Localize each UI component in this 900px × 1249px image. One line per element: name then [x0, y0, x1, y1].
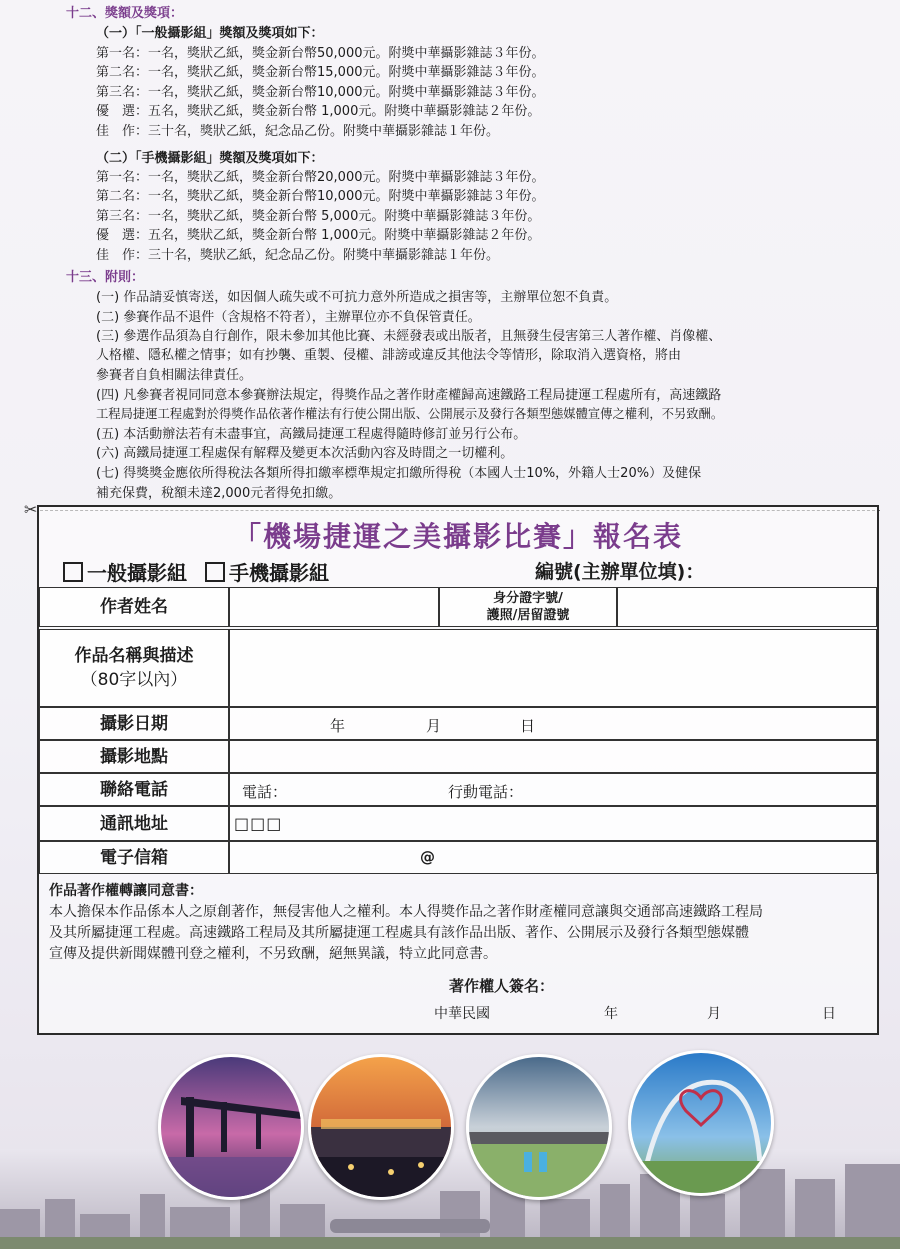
- work-title-field[interactable]: [229, 629, 877, 707]
- id-label-line2: 護照/居留證號: [486, 608, 570, 623]
- consent-line: 本人擔保本作品係本人之原創著作，無侵害他人之權利。本人得獎作品之著作財產權同意讓與交通部高速鐵路工程局: [49, 904, 763, 920]
- prize-line: 第二名：一名，獎狀乙紙，獎金新台幣10,000元。附獎中華攝影雜誌３年份。: [96, 189, 545, 204]
- phone-label: 聯絡電話: [39, 773, 229, 806]
- mobile-group-label: 手機攝影組: [229, 561, 329, 585]
- rule-line: 補充保費，稅額未達2,000元者得免扣繳。: [96, 486, 342, 501]
- at-symbol: @: [420, 848, 435, 866]
- email-field[interactable]: [229, 841, 877, 874]
- shoot-place-label: 攝影地點: [39, 740, 229, 773]
- roc-label: 中華民國: [434, 1006, 490, 1022]
- rule-line: (七) 得獎獎金應依所得稅法各類所得扣繳率標準規定扣繳所得稅（本國人士10%，外籍人士20%）及健保: [96, 466, 702, 481]
- section13-title: 十三、附則：: [66, 270, 145, 285]
- registration-form: [37, 505, 879, 1035]
- signature-label: 著作權人簽名：: [449, 977, 555, 995]
- rule-line: (二) 參賽作品不退件（含規格不符者），主辦單位亦不負保管責任。: [96, 310, 481, 325]
- prize-line: 第三名：一名，獎狀乙紙，獎金新台幣 5,000元。附獎中華攝影雜誌３年份。: [96, 209, 541, 224]
- rule-line: (六) 高鐵局捷運工程處保有解釋及變更本次活動內容及時間之一切權利。: [96, 446, 514, 461]
- prize-line: 優 選：五名，獎狀乙紙，獎金新台幣 1,000元。附獎中華攝影雜誌２年份。: [96, 104, 541, 119]
- rule-line: (三) 參選作品須為自行創作，限未參加其他比賽、未經發表或出版者，且無發生侵害第三人著作權、肖像權、: [96, 329, 722, 344]
- address-label: 通訊地址: [39, 806, 229, 841]
- id-label-line1: 身分證字號/: [493, 591, 563, 606]
- author-name-label: 作者姓名: [39, 587, 229, 627]
- section12-title: 十二、獎額及獎項：: [66, 6, 184, 21]
- prize-line: 第二名：一名，獎狀乙紙，獎金新台幣15,000元。附獎中華攝影雜誌３年份。: [96, 65, 545, 80]
- work-title-label: [39, 629, 229, 707]
- postal-code-boxes: □□□: [234, 814, 283, 833]
- phone-text: 電話：: [242, 783, 288, 801]
- id-number-field[interactable]: [617, 587, 877, 627]
- checkbox-icon[interactable]: [205, 562, 225, 582]
- checkbox-icon[interactable]: [63, 562, 83, 582]
- year-label: 年: [330, 717, 346, 735]
- rule-line: (一) 作品請妥慎寄送，如因個人疏失或不可抗力意外所造成之損害等，主辦單位恕不負責。: [96, 290, 618, 305]
- day-label: 日: [520, 717, 536, 735]
- photo-strip: [0, 1050, 900, 1249]
- photo-heart-sculpture: [628, 1050, 774, 1196]
- address-field[interactable]: [229, 806, 877, 841]
- photo-bridge-night: [158, 1054, 304, 1200]
- prize-line: 第一名：一名，獎狀乙紙，獎金新台幣20,000元。附獎中華攝影雜誌３年份。: [96, 170, 545, 185]
- id-label: [439, 587, 617, 627]
- shoot-date-field[interactable]: [229, 707, 877, 740]
- sign-month-label: 月: [707, 1006, 721, 1022]
- mobile-group-option[interactable]: [205, 557, 329, 586]
- sign-year-label: 年: [604, 1006, 618, 1022]
- work-title-line1: 作品名稱與描述: [74, 646, 194, 666]
- consent-line: 及其所屬捷運工程處。高速鐵路工程局及其所屬捷運工程處具有該作品出版、著作、公開展示及發行各類型態媒體: [49, 925, 749, 941]
- month-label: 月: [426, 717, 442, 735]
- author-name-field[interactable]: [229, 587, 439, 627]
- shoot-place-field[interactable]: [229, 740, 877, 773]
- prize-line: 優 選：五名，獎狀乙紙，獎金新台幣 1,000元。附獎中華攝影雜誌２年份。: [96, 228, 541, 243]
- group1-header: （一）「一般攝影組」獎額及獎項如下：: [96, 26, 324, 41]
- consent-line: 宣傳及提供新聞媒體刊登之權利，不另致酬，絕無異議，特立此同意書。: [49, 946, 497, 962]
- form-title: 「機場捷運之美攝影比賽」報名表: [232, 520, 683, 553]
- rule-line: (四) 凡參賽者視同同意本參賽辦法規定，得獎作品之著作財產權歸高速鐵路工程局捷運工程處所有，高速鐵路: [96, 388, 722, 403]
- scissors-icon: ✂: [24, 500, 38, 519]
- rule-line: (五) 本活動辦法若有未盡事宜，高鐵局捷運工程處得隨時修訂並另行公布。: [96, 427, 527, 442]
- phone-field[interactable]: [229, 773, 877, 806]
- serial-label: 編號(主辦單位填)：: [535, 561, 705, 583]
- photo-station-sunset: [308, 1054, 454, 1200]
- general-group-label: 一般攝影組: [87, 561, 187, 585]
- mobile-text: 行動電話：: [448, 783, 524, 801]
- general-group-option[interactable]: [63, 557, 187, 586]
- sign-day-label: 日: [822, 1006, 836, 1022]
- group2-header: （二）「手機攝影組」獎額及獎項如下：: [96, 151, 324, 166]
- prize-line: 第三名：一名，獎狀乙紙，獎金新台幣10,000元。附獎中華攝影雜誌３年份。: [96, 85, 545, 100]
- work-title-line2: （80字以內）: [80, 670, 188, 690]
- rule-line: 工程局捷運工程處對於得獎作品依著作權法有行使公開出版、公開展示及發行各類型態媒體宣傳之權利，不另致酬。: [96, 407, 724, 421]
- consent-block: [49, 881, 869, 965]
- prize-line: 佳 作：三十名，獎狀乙紙，紀念品乙份。附獎中華攝影雜誌１年份。: [96, 124, 500, 139]
- rule-line: 參賽者自負相關法律責任。: [96, 368, 253, 383]
- group-selector: [63, 557, 329, 586]
- photo-station-field: [466, 1054, 612, 1200]
- prize-line: 第一名：一名，獎狀乙紙，獎金新台幣50,000元。附獎中華攝影雜誌３年份。: [96, 46, 545, 61]
- prize-line: 佳 作：三十名，獎狀乙紙，紀念品乙份。附獎中華攝影雜誌１年份。: [96, 248, 500, 263]
- city-skyline-image: [0, 1149, 900, 1249]
- consent-title: 作品著作權轉讓同意書：: [49, 883, 203, 899]
- email-label: 電子信箱: [39, 841, 229, 874]
- rule-line: 人格權、隱私權之情事；如有抄襲、重製、侵權、誹謗或違反其他法令等情形，除取消入選資格，將由: [96, 348, 682, 363]
- shoot-date-label: 攝影日期: [39, 707, 229, 740]
